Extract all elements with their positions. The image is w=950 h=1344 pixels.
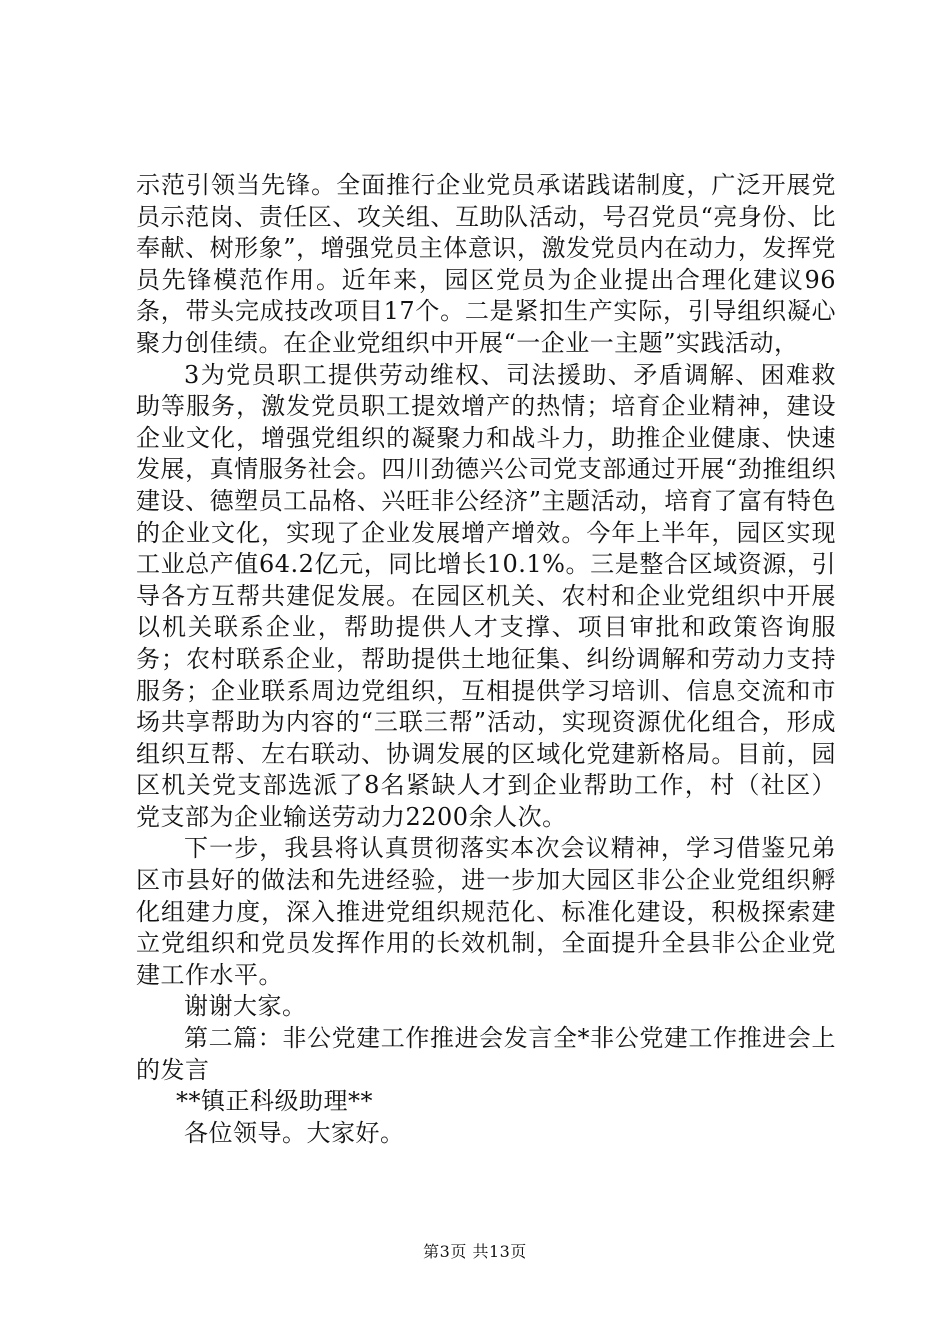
document-body [136, 170, 836, 1149]
page-footer [0, 1242, 950, 1262]
speaker-line: **镇正科级助理** [176, 1087, 373, 1116]
paragraph-continuation: 示范引领当先锋。全面推行企业党员承诺践诺制度，广泛开展党员示范岗、责任区、攻关组、互助队活动，号召党员“亮身份、比奉献、树形象”，增强党员主体意识，激发党员内在动力，发挥党员先锋模范作用。近年来，园区党员为企业提出合理化建议96条，带头完成技改项目17个。二是紧扣生产实际，引导组织凝心聚力创佳绩。在企业党组织中开展“一企业一主题”实践活动， [136, 171, 836, 357]
paragraph-next-steps: 下一步，我县将认真贯彻落实本次会议精神，学习借鉴兄弟区市县好的做法和先进经验，进一步加大园区非公企业党组织孵化组建力度，深入推进党组织规范化、标准化建设，积极探索建立党组织和党员发挥作用的长效机制，全面提升全县非公企业党建工作水平。 [136, 834, 836, 989]
greeting-line: 各位领导。大家好。 [184, 1118, 405, 1147]
paragraph-services: 3为党员职工提供劳动维权、司法援助、矛盾调解、困难救助等服务，激发党员职工提效增产的热情；培育企业精神，建设企业文化，增强党组织的凝聚力和战斗力，助推企业健康、快速发展，真情服务社会。四川劲德兴公司党支部通过开展“劲推组织建设、德塑员工品格、兴旺非公经济”主题活动，培育了富有特色的企业文化，实现了企业发展增产增效。今年上半年，园区实现工业总产值64.2亿元，同比增长10.1%。三是整合区域资源，引导各方互帮共建促发展。在园区机关、农村和企业党组织中开展以机关联系企业，帮助提供人才支撑、项目审批和政策咨询服务；农村联系企业，帮助提供土地征集、纠纷调解和劳动力支持服务；企业联系周边党组织，互相提供学习培训、信息交流和市场共享帮助为内容的“三联三帮”活动，实现资源优化组合，形成组织互帮、左右联动、协调发展的区域化党建新格局。目前，园区机关党支部选派了8名紧缺人才到企业帮助工作，村（社区）党支部为企业输送劳动力2200余人次。 [136, 360, 836, 831]
page-number-label: 第3页 共13页 [423, 1242, 527, 1261]
section-heading: 第二篇：非公党建工作推进会发言全*非公党建工作推进会上的发言 [136, 1024, 836, 1084]
paragraph-thanks: 谢谢大家。 [184, 992, 307, 1021]
